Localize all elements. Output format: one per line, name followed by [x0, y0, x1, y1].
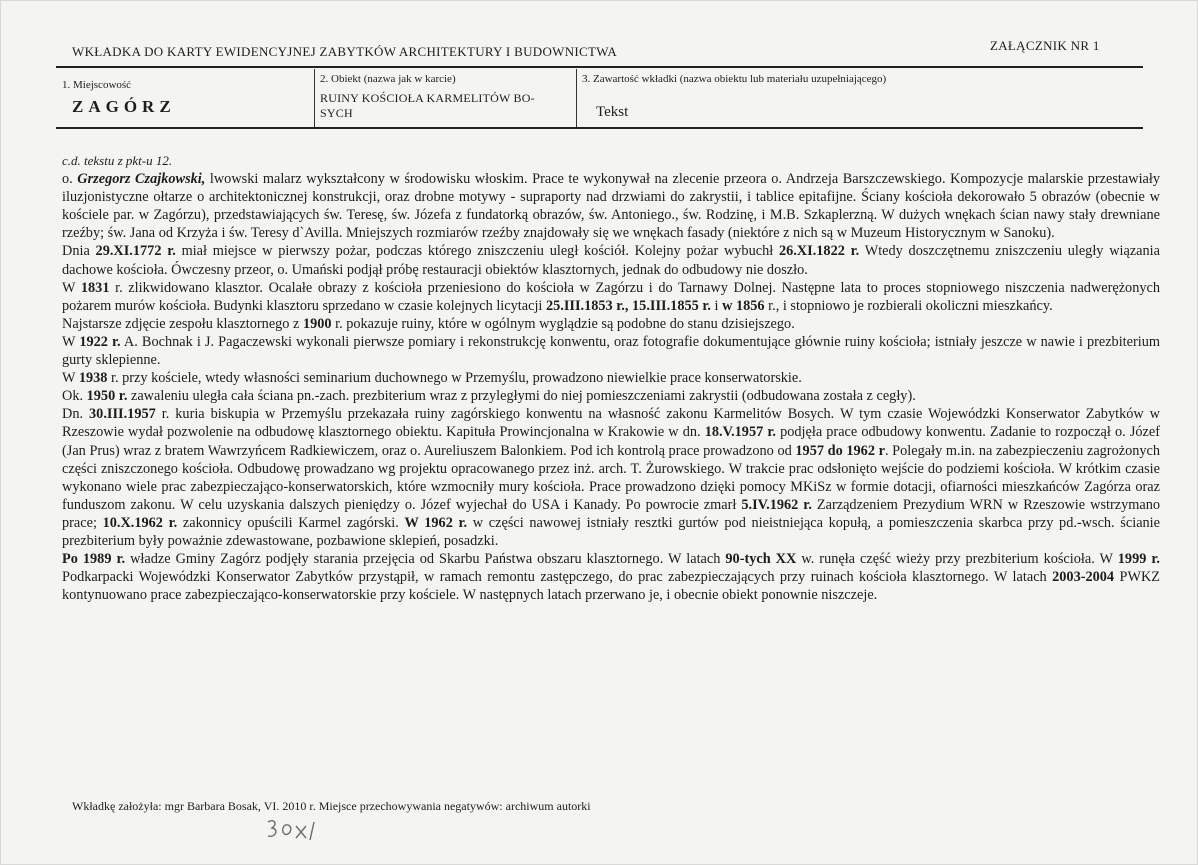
- text-run: r. kuria biskupia w Przemyślu przekazała ruiny zagórskiego konwentu na własność zakonu Karmelitów Bosych. W tym czasie Wojewódzki Konserwator Zabytków w Rzeszowie wydał pozwolenie na odbudowę klasztornego obiektu. Kapituła Prowincjonalna w Krakowie w dn.: [62, 406, 1160, 441]
- text-run: PWKZ kontynuowano prace zabezpieczająco-konserwatorskie przy kościele. W następnych latach przerwano je, i obecnie obiekt ponownie niszczeje.: [62, 569, 1161, 604]
- text-run: r., i stopniowo je rozbierali okoliczni mieszkańcy.: [764, 297, 1053, 314]
- date-highlight: 1938: [78, 370, 108, 387]
- date-highlight: W 1962 r.: [404, 514, 468, 531]
- text-run: r. przy kościele, wtedy własności seminarium duchownego w Przemyślu, prowadzono niewielkie prace konserwatorskie.: [107, 370, 802, 387]
- field-divider-2: [576, 69, 577, 127]
- date-highlight: 1999 r.: [1117, 551, 1160, 568]
- date-highlight: 1922 r.: [79, 333, 121, 350]
- date-highlight: 1900: [302, 315, 332, 332]
- text-run: Dn.: [62, 406, 90, 423]
- text-run: w. runęła część wieży przy prezbiterium kościoła. W: [796, 551, 1118, 568]
- text-run: W: [62, 333, 80, 350]
- date-highlight: 5.IV.1962 r.: [741, 496, 812, 513]
- place-label: 1. Miejscowość: [62, 79, 132, 91]
- content-value: Tekst: [596, 104, 629, 120]
- text-run: A. Bochnak i J. Pagaczewski wykonali pierwsze pomiary i rekonstrukcję konwentu, oraz fotografie dokumentujące głównie ruiny kościoła; istniały jeszcze w nawie i prezbiterium gurty sklepienne.: [62, 333, 1160, 369]
- object-value-line2: SYCH: [320, 106, 353, 120]
- continuation-note: c.d. tekstu z pkt-u 12.: [62, 153, 173, 168]
- field-divider-1: [314, 69, 315, 127]
- text-run: podjęła prace odbudowy konwentu. Zadanie to rozpoczął o. Józef (Jan Prus) wraz z bratem Wawrzyńcem Radkiewiczem, oraz o. Aureliuszem Balonkiem. Pod ich kontrolą prace prowadzono od: [62, 424, 1160, 459]
- footer-note: Wkładkę założyła: mgr Barbara Bosak, VI. 2010 r. Miejsce przechowywania negatywów: archiwum autorki: [72, 799, 591, 813]
- date-highlight: 10.X.1962 r.: [102, 514, 178, 531]
- date-highlight: w 1856: [722, 297, 765, 314]
- paragraph-1938: [62, 369, 1160, 387]
- header-top-rule: [56, 66, 1143, 68]
- date-highlight: 1957 do 1962 r: [795, 442, 885, 459]
- document-title: WKŁADKA DO KARTY EWIDENCYJNEJ ZABYTKÓW ARCHITEKTURY I BUDOWNICTWA: [72, 44, 618, 59]
- main-text: [62, 152, 1160, 604]
- paragraph-1950: [62, 387, 1160, 405]
- date-highlight: 18.V.1957 r.: [704, 424, 776, 441]
- date-highlight: 29.XI.1772 r.: [95, 243, 176, 260]
- date-highlight: Po 1989 r.: [62, 551, 126, 568]
- handwritten-mark-icon: [262, 816, 324, 846]
- text-run: W: [62, 370, 79, 387]
- text-run: w części nawowej istniały resztki gurtów pod nieistniejąca kopułą, a pomieszczenia skarbca przy pd.-wsch. ścianie prezbiterium były poważnie zdewastowane, pozbawione sklepień, posadzki.: [62, 514, 1161, 549]
- painter-name: Grzegorz Czajkowski,: [77, 171, 206, 188]
- text-run: . Polegały m.in. na zabezpieczeniu zagrożonych części zniszczonego kościoła. Odbudowę prowadzano wg projektu opracowanego przez inż. arch. T. Żurowskiego. W trakcie prac odsłonięto wejście do podziemi kościoła. W krótkim czasie wykonano wiele prac zabezpieczająco-konserwatorskich, które wzmocniły mury kościoła. Prace prowadzono dzięki pomocy MKiSz w formie dotacji, ofiarności mieszkańców Zagórza oraz funduszom zakonu. W celu uzyskania dalszych pieniędzy o. Józef wyjechał do USA i Kanady. Po powrocie zmarł: [62, 442, 1161, 513]
- text-run: lwowski malarz wykształcony w środowisku włoskim. Prace te wykonywał na zlecenie przeora o. Andrzeja Barszczewskiego. Kompozycje malarskie przestawiały iluzjonistyczne ołtarze o architektonicznej konstrukcji, oraz drobne motywy - supraporty nad drzwiami do zakrystii, i tablice epitafijne. Ściany kościoła dekorowało 5 obrazów (obecnie w kościele par. w Zagórzu), przedstawiających św. Teresę, św. Józefa z fundatorką obrazów, św. Antoniego., św. Rodzinę, i M.B. Szkaplerzną. W dużych wnękach ścian nawy stały drewniane rzeźby; św. Jana od Krzyża i św. Teresy d`Avilla. Mniejszych rozmiarów rzeźby znajdowały się we wnękach fasady (niektóre z nich są w Muzeum Historycznym w Sanoku).: [62, 171, 1161, 242]
- text-run: Podkarpacki Wojewódzki Konserwator Zabytków przystąpił, w ramach remontu zastępczego, do prac zabezpieczających przy ruinach kościoła klasztornego. W latach: [62, 569, 1053, 586]
- date-highlight: 25.III.1853 r., 15.III.1855 r.: [545, 297, 711, 314]
- date-highlight: 90-tych XX: [725, 551, 797, 568]
- paragraph-1989: [62, 550, 1160, 604]
- paragraph-1922: [62, 333, 1160, 369]
- text-run: i: [710, 297, 723, 314]
- date-highlight: 1950 r.: [86, 388, 128, 405]
- date-highlight: 2003-2004: [1052, 569, 1115, 586]
- text-run: zawaleniu uległa cała ściana pn.-zach. prezbiterium wraz z przyległymi do niej pomieszczeniami zakrystii (odbudowana została z cegły).: [127, 388, 916, 405]
- paragraph-1957: [62, 405, 1160, 550]
- paragraph-fires: [62, 242, 1160, 278]
- text-run: W: [62, 279, 81, 296]
- text-run: zakonnicy opuścili Karmel zagórski.: [177, 514, 405, 531]
- text-run: miał miejsce w pierwszy pożar, podczas którego zniszczeniu uległ kościół. Kolejny pożar wybuchł: [175, 243, 779, 260]
- header-bottom-rule: [56, 127, 1143, 129]
- text-run: władze Gminy Zagórz podjęły starania przejęcia od Skarbu Państwa obszaru klasztornego. W latach: [125, 551, 726, 568]
- paragraph-1831: [62, 279, 1160, 315]
- text-run: Najstarsze zdjęcie zespołu klasztornego z: [62, 315, 303, 332]
- date-highlight: 30.III.1957: [89, 406, 156, 423]
- text-run: Dnia: [62, 243, 96, 260]
- paragraph-1900: [62, 315, 1160, 333]
- place-value: ZAGÓRZ: [72, 97, 176, 116]
- text-run: Ok.: [62, 388, 87, 405]
- text-run: r. zlikwidowano klasztor. Ocalałe obrazy z kościoła przeniesiono do kościoła w Zagórzu i do Tarnawy Dolnej. Następne lata to proces stopniowego niszczenia nadwerężonych pożarem murów kościoła. Budynki klasztoru sprzedano w czasie kolejnych licytacji: [62, 279, 1161, 314]
- text-run: r. pokazuje ruiny, które w ogólnym wyglądzie są podobne do stanu dzisiejszego.: [331, 315, 795, 332]
- date-highlight: 26.XI.1822 r.: [778, 243, 860, 260]
- object-label: 2. Obiekt (nazwa jak w karcie): [320, 73, 456, 85]
- paragraph-painter: [62, 170, 1160, 242]
- annex-number: ZAŁĄCZNIK NR 1: [990, 38, 1100, 53]
- text-run: Wtedy doszczętnemu zniszczeniu uległy wiązania dachowe kościoła. Ówczesny przeor, o. Umański podjął próbę restauracji obiektów klasztornych, jednak do odbudowy nie doszło.: [62, 243, 1160, 278]
- content-label: 3. Zawartość wkładki (nazwa obiektu lub materiału uzupełniającego): [582, 73, 887, 85]
- text-run: Zarządzeniem Prezydium WRN w Rzeszowie wstrzymano prace;: [62, 496, 1160, 531]
- object-value-line1: RUINY KOŚCIOŁA KARMELITÓW BO-: [320, 91, 535, 105]
- date-highlight: 1831: [80, 279, 110, 296]
- text-run: o.: [62, 171, 78, 188]
